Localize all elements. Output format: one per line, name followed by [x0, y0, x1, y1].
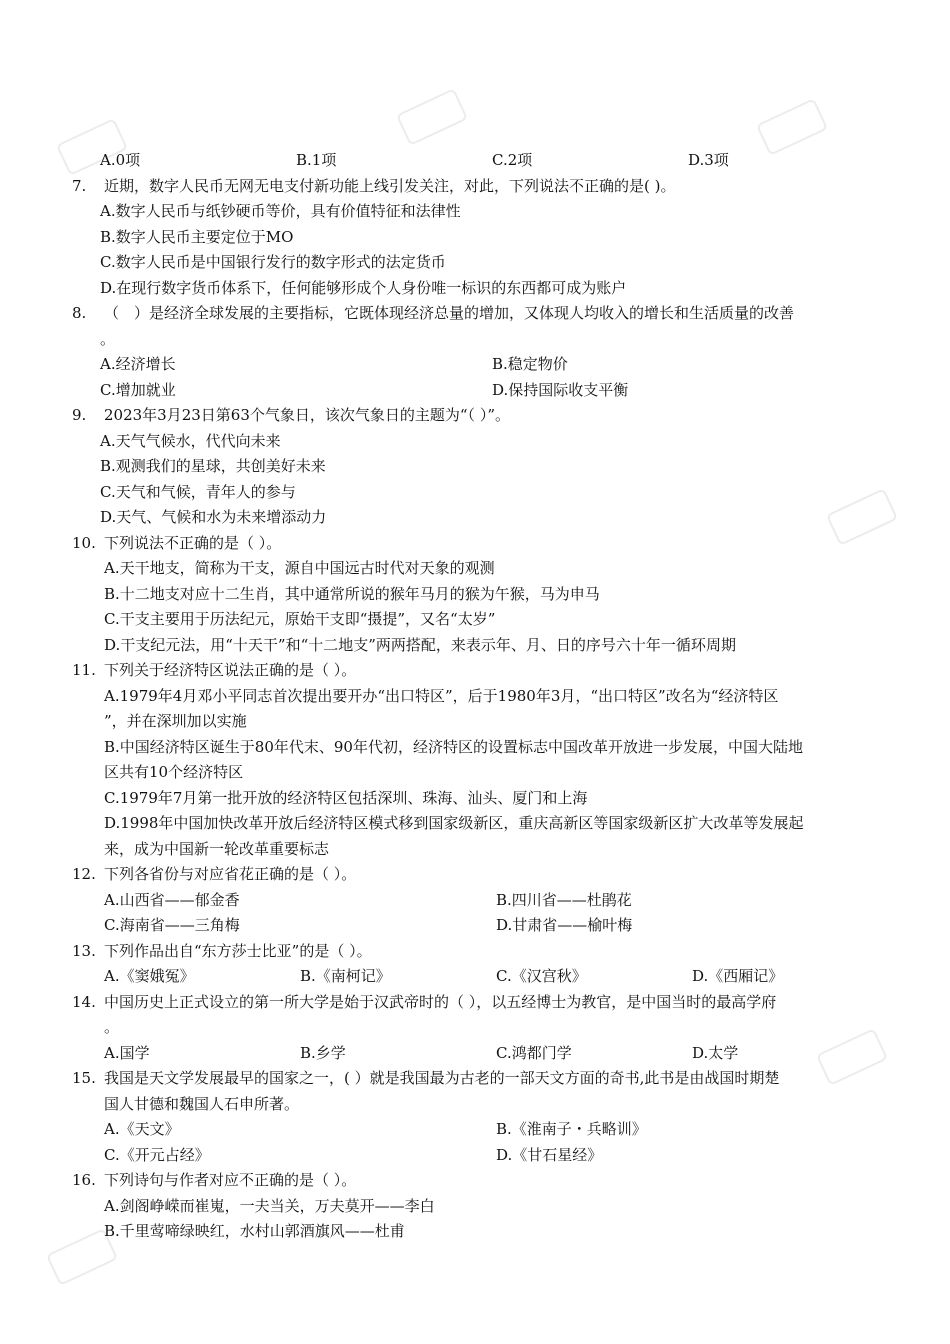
option: A.剑阁峥嵘而崔嵬，一夫当关，万夫莫开——李白	[104, 1196, 435, 1215]
question-text: 2023年3月23日第63个气象日，该次气象日的主题为“（ ）”。	[104, 406, 510, 424]
option: D.《西厢记》	[692, 967, 784, 985]
option: B.1项	[296, 151, 337, 169]
option: C.《开元占经》	[104, 1145, 210, 1164]
option: C.数字人民币是中国银行发行的数字形式的法定货币	[100, 253, 446, 271]
option: C.增加就业	[100, 380, 176, 399]
watermark	[396, 88, 468, 146]
question-text-cont: 。	[104, 1018, 120, 1036]
option: A.天干地支，简称为干支，源自中国远古时代对天象的观测	[104, 559, 495, 577]
question-number: 15.	[72, 1069, 96, 1087]
option-cont: 区共有10个经济特区	[104, 763, 244, 781]
question-text: （ ）是经济全球发展的主要指标，它既体现经济总量的增加，又体现人均收入的增长和生活质量的改善	[104, 304, 795, 322]
option-cont: ”，并在深圳加以实施	[104, 712, 247, 730]
option: A.经济增长	[100, 355, 176, 373]
option: A.《窦娥冤》	[104, 967, 195, 985]
option-cont: 来，成为中国新一轮改革重要标志	[104, 839, 330, 858]
option: D.3项	[688, 151, 729, 169]
option: C.干支主要用于历法纪元，原始干支即“摄提”，又名“太岁”	[104, 610, 496, 628]
question-number: 16.	[72, 1171, 96, 1189]
question-text: 下列作品出自“东方莎士比亚”的是（ ）。	[104, 941, 372, 960]
question-number: 10.	[72, 533, 96, 552]
question-11	[0, 658, 950, 684]
option: D.在现行数字货币体系下，任何能够形成个人身份唯一标识的东西都可成为账户	[100, 278, 627, 297]
option: B.《南柯记》	[300, 967, 391, 985]
option: C.2项	[492, 151, 533, 169]
option: D.《甘石星经》	[496, 1145, 603, 1164]
option: B.数字人民币主要定位于MO	[100, 227, 294, 246]
option: A.天气气候水，代代向未来	[100, 431, 281, 450]
question-7	[0, 174, 950, 200]
question-15	[0, 1066, 950, 1092]
option: B.观测我们的星球，共创美好未来	[100, 457, 326, 475]
q6-options	[0, 148, 950, 174]
question-text: 下列关于经济特区说法正确的是（ ）。	[104, 661, 357, 679]
question-text: 下列各省份与对应省花正确的是（ ）。	[104, 865, 357, 883]
question-14	[0, 990, 950, 1016]
option: B.稳定物价	[492, 355, 568, 373]
question-number: 12.	[72, 865, 96, 883]
option: A.0项	[100, 151, 141, 169]
question-number: 8.	[72, 304, 87, 322]
question-text-cont: 。	[100, 329, 116, 348]
question-text: 近期，数字人民币无网无电支付新功能上线引发关注，对此，下列说法不正确的是( )。	[104, 176, 676, 195]
question-text: 下列诗句与作者对应不正确的是（ ）。	[104, 1171, 357, 1189]
option: B.十二地支对应十二生肖，其中通常所说的猴年马月的猴为午猴，马为申马	[104, 584, 600, 603]
question-13	[0, 939, 950, 965]
question-number: 11.	[72, 661, 96, 679]
option: D.保持国际收支平衡	[492, 380, 629, 399]
question-text: 下列说法不正确的是（ ）。	[104, 533, 282, 552]
question-10	[0, 531, 950, 557]
question-9	[0, 403, 950, 429]
question-number: 9.	[72, 406, 87, 424]
question-page	[0, 148, 950, 1245]
option: A.数字人民币与纸钞硬币等价，具有价值特征和法律性	[100, 202, 461, 220]
option: B.中国经济特区诞生于80年代末、90年代初，经济特区的设置标志中国改革开放进一步发展，中国大陆地	[104, 737, 803, 756]
question-number: 7.	[72, 176, 87, 195]
question-16	[0, 1168, 950, 1194]
question-text-cont: 国人甘德和魏国人石申所著。	[104, 1094, 300, 1113]
option: B.《淮南子・兵略训》	[496, 1120, 647, 1138]
option: D.太学	[692, 1043, 739, 1062]
question-12	[0, 862, 950, 888]
question-8	[0, 301, 950, 327]
option: D.1998年中国加快改革开放后经济特区模式移到国家级新区，重庆高新区等国家级新区扩大改革等发展起	[104, 814, 804, 832]
option: C.1979年7月第一批开放的经济特区包括深圳、珠海、汕头、厦门和上海	[104, 788, 588, 807]
option: C.《汉宫秋》	[496, 967, 587, 985]
option: D.干支纪元法，用“十天干”和“十二地支”两两搭配，来表示年、月、日的序号六十年一循环周期	[104, 635, 736, 654]
option: B.乡学	[300, 1043, 346, 1062]
question-number: 13.	[72, 941, 96, 960]
question-text: 我国是天文学发展最早的国家之一，( ）就是我国最为古老的一部天文方面的奇书,此书是由战国时期楚	[104, 1069, 780, 1087]
option: D.甘肃省——榆叶梅	[496, 916, 633, 934]
option: A.国学	[104, 1043, 150, 1062]
option: A.1979年4月邓小平同志首次提出要开办“出口特区”，后于1980年3月，“出口特区”改名为“经济特区	[104, 686, 779, 705]
question-text: 中国历史上正式设立的第一所大学是始于汉武帝时的（ ），以五经博士为教官，是中国当时的最高学府	[104, 992, 777, 1011]
option: C.海南省——三角梅	[104, 916, 240, 934]
option: A.《天文》	[104, 1120, 180, 1138]
option: B.千里莺啼绿映红，水村山郭酒旗风——杜甫	[104, 1222, 405, 1240]
option: B.四川省——杜鹃花	[496, 890, 632, 909]
question-number: 14.	[72, 992, 96, 1011]
option: C.天气和气候，青年人的参与	[100, 482, 296, 501]
option: C.鸿都门学	[496, 1043, 572, 1062]
option: D.天气、气候和水为未来增添动力	[100, 508, 327, 526]
option: A.山西省——郁金香	[104, 890, 240, 909]
